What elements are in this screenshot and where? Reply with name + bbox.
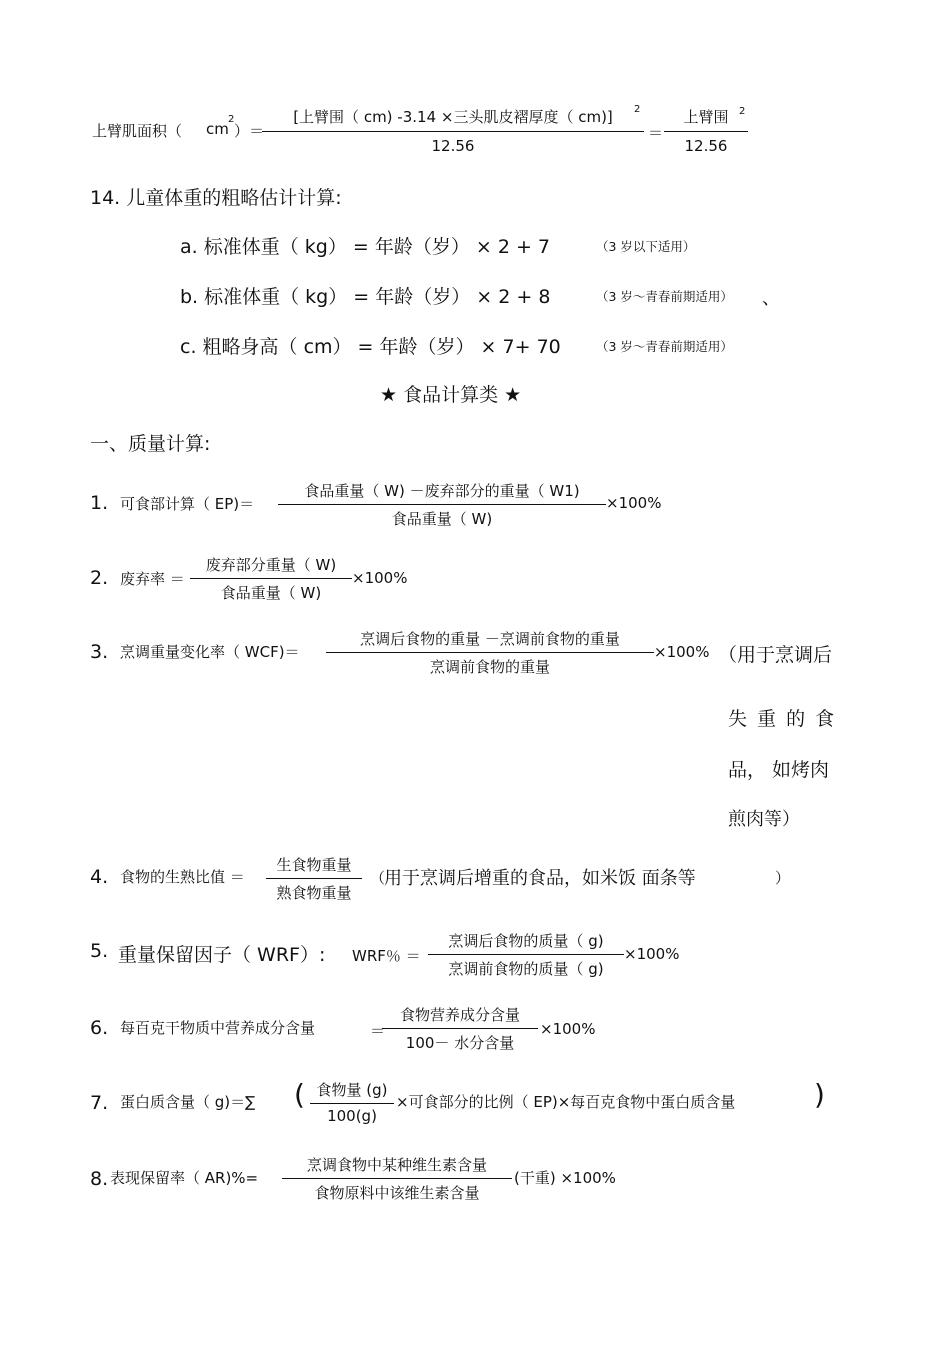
fraction-bar [382, 1028, 538, 1029]
fraction-bar [428, 954, 624, 955]
item14-a: a. 标准体重（ kg） = 年龄（岁） × 2 + 7 [180, 236, 550, 258]
fraction-bar [278, 504, 606, 505]
f5-suffix: ×100% [624, 945, 680, 963]
fraction-bar [282, 1178, 512, 1179]
item14-b: b. 标准体重（ kg） = 年龄（岁） × 2 + 8 [180, 286, 551, 308]
f7-number: 7. [90, 1092, 109, 1114]
f4-numerator: 生食物重量 [276, 856, 352, 874]
arm-area-unit-sup: 2 [228, 114, 235, 125]
arm-area-eq: ）＝ [234, 122, 265, 140]
f2-fraction [190, 552, 352, 608]
f4-fraction [266, 852, 362, 908]
f3-note-line4: 煎肉等） [728, 809, 800, 830]
arm-area-eq2: ＝ [648, 124, 664, 142]
fraction-bar [326, 652, 654, 653]
section-title: ★ 食品计算类 ★ [380, 384, 522, 406]
f2-suffix: ×100% [352, 569, 408, 587]
f5-numerator: 烹调后食物的质量（ g) [448, 932, 604, 950]
f6-fraction [382, 1002, 538, 1058]
fraction-bar [266, 878, 362, 879]
f4-note: 用于烹调后增重的食品，如米饭 面条等 [384, 868, 696, 889]
item14-b-note: （3 岁～青春前期适用） [596, 289, 733, 304]
f4-denominator: 熟食物重量 [276, 884, 352, 902]
f6-numerator: 食物营养成分含量 [399, 1006, 520, 1024]
f6-number: 6. [90, 1017, 109, 1039]
f7-fraction [310, 1077, 394, 1133]
f8-label: 表现保留率（ AR)%= [110, 1169, 259, 1187]
arm-area-denominator2: 12.56 [684, 137, 728, 155]
f2-numerator: 废弃部分重量（ W) [205, 556, 337, 574]
f4-note-close: ） [775, 869, 791, 887]
f8-number: 8. [90, 1168, 109, 1190]
f3-fraction [326, 626, 654, 682]
arm-area-fraction2 [664, 104, 748, 160]
f5-label2: WRF％ ＝ [352, 947, 421, 965]
f3-suffix: ×100% [654, 643, 710, 661]
f7-label: 蛋白质含量（ g)＝∑ [120, 1093, 256, 1111]
f4-note-open: （ [370, 869, 386, 887]
item14-a-note: （3 岁以下适用） [596, 239, 696, 254]
f7-paren-close: ) [814, 1078, 825, 1111]
f4-number: 4. [90, 866, 109, 888]
fraction-bar [262, 131, 644, 132]
f3-number: 3. [90, 641, 109, 663]
f6-denominator: 100－ 水分含量 [405, 1034, 515, 1052]
f3-label: 烹调重量变化率（ WCF)＝ [120, 643, 300, 661]
arm-area-numerator2: 上臂围 [683, 108, 729, 126]
arm-area-unit: cm [206, 120, 229, 138]
item14-heading: 14. 儿童体重的粗略估计计算: [90, 187, 342, 209]
arm-area-numerator: [上臂围（ cm) -3.14 ×三头肌皮褶厚度（ cm)] [293, 108, 613, 126]
f2-number: 2. [90, 567, 109, 589]
f3-denominator: 烹调前食物的重量 [429, 658, 550, 676]
f5-number: 5. [90, 940, 109, 962]
f3-numerator: 烹调后食物的重量 －烹调前食物的重量 [360, 630, 620, 648]
f1-numerator: 食品重量（ W) －废弃部分的重量（ W1) [304, 482, 580, 500]
f2-label: 废弃率 ＝ [120, 570, 185, 588]
f1-suffix: ×100% [606, 494, 662, 512]
f5-denominator: 烹调前食物的质量（ g) [448, 960, 604, 978]
fraction-bar [190, 578, 352, 579]
f1-fraction [278, 478, 606, 534]
f2-denominator: 食品重量（ W) [220, 584, 322, 602]
item14-b-mark: 、 [762, 288, 780, 309]
arm-area-numerator2-sup: 2 [739, 106, 746, 117]
f1-number: 1. [90, 492, 109, 514]
fraction-bar [310, 1103, 394, 1104]
f7-suffix: ×可食部分的比例（ EP)×每百克食物中蛋白质含量 [396, 1093, 736, 1111]
f7-denominator: 100(g) [327, 1107, 377, 1125]
f3-note-line1: （用于烹调后 [718, 644, 833, 666]
f5-label: 重量保留因子（ WRF）: [118, 944, 326, 966]
arm-area-fraction [262, 104, 644, 160]
fraction-bar [664, 131, 748, 132]
f8-numerator: 烹调食物中某种维生素含量 [306, 1156, 487, 1174]
arm-area-numerator-sup: 2 [634, 104, 641, 115]
f7-numerator: 食物量 (g) [316, 1081, 388, 1099]
f5-fraction [428, 928, 624, 984]
f1-label: 可食部计算（ EP)＝ [120, 495, 255, 513]
f8-suffix: (干重) ×100% [514, 1169, 616, 1187]
item14-c-note: （3 岁～青春前期适用） [596, 339, 733, 354]
quality-heading: 一、质量计算: [90, 433, 211, 455]
f6-suffix: ×100% [540, 1020, 596, 1038]
arm-area-denominator: 12.56 [431, 137, 475, 155]
f8-denominator: 食物原料中该维生素含量 [314, 1184, 480, 1202]
f6-label: 每百克干物质中营养成分含量 [120, 1019, 316, 1037]
f6-eq: ＝ [370, 1022, 386, 1040]
f1-denominator: 食品重量（ W) [391, 510, 493, 528]
item14-c: c. 粗略身高（ cm） = 年龄（岁） × 7+ 70 [180, 336, 561, 358]
f3-note-line2: 失 重 的 食 [728, 708, 837, 730]
f3-note-line3: 品， 如烤肉 [728, 759, 830, 781]
f8-fraction [282, 1152, 512, 1208]
f7-paren-open: ( [294, 1078, 305, 1111]
f4-label: 食物的生熟比值 ＝ [120, 868, 245, 886]
arm-area-label: 上臂肌面积（ [92, 122, 183, 140]
